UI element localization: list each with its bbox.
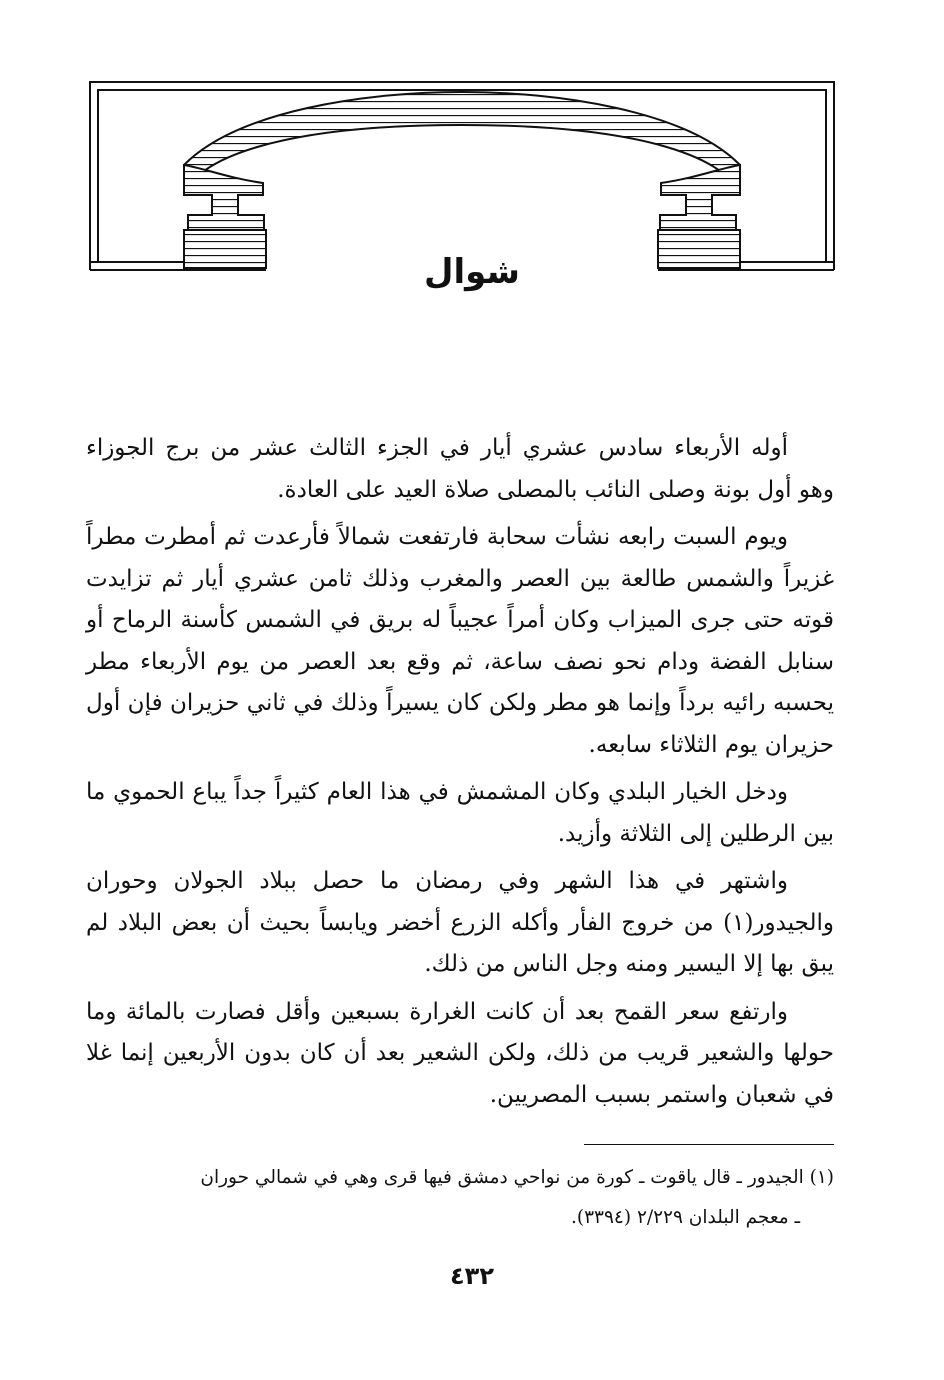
footnote <box>86 1158 834 1238</box>
paragraph: أوله الأربعاء سادس عشري أيار في الجزء الثالث عشر من برج الجوزاء وهو أول بونة وصلى النائب بالمصلى صلاة العيد على العادة. <box>86 435 834 503</box>
paragraph: ودخل الخيار البلدي وكان المشمش في هذا العام كثيراً جداً يباع الحموي ما بين الرطلين إلى الثلاثة وأزيد. <box>86 779 834 847</box>
footnote-separator <box>584 1144 834 1145</box>
paragraph: واشتهر في هذا الشهر وفي رمضان ما حصل ببلاد الجولان وحوران والجيدور(١) من خروج الفأر وأكله الزرع أخضر ويابساً بحيث أن بعض البلاد لم يبق بها إلا اليسير ومنه وجل الناس من ذلك. <box>86 868 834 977</box>
paragraph: ويوم السبت رابعه نشأت سحابة فارتفعت شمالاً فأرعدت ثم أمطرت مطراً غزيراً والشمس طالعة بين العصر والمغرب وذلك ثامن عشري أيار ثم تزايدت قوته حتى جرى الميزاب وكان أمراً عجيباً له بريق في الشمس كأسنة الرماح أو سنابل الفضة ودام نحو نصف ساعة، ثم وقع بعد العصر من يوم الأربعاء مطر يحسبه رائيه برداً وإنما هو مطر ولكن كان يسيراً وذلك في ثاني حزيران فإن أول حزيران يوم الثلاثاء سابعه. <box>86 524 834 758</box>
footnote-line: (١) الجيدور ـ قال ياقوت ـ كورة من نواحي دمشق فيها قرى وهي في شمالي حوران <box>200 1167 834 1188</box>
footnote-line: ـ معجم البلدان ٢/٢٢٩ (٣٣٩٤). <box>570 1207 800 1228</box>
paragraph: وارتفع سعر القمح بعد أن كانت الغرارة بسبعين وأقل فصارت بالمائة وما حولها والشعير قريب من ذلك، ولكن الشعير بعد أن كان بدون الأربعين إنما غلا في شعبان واستمر بسبب المصريين. <box>86 998 834 1108</box>
main-text <box>86 428 834 1122</box>
page-number: ٤٣٢ <box>450 1262 494 1290</box>
chapter-header-ornament <box>88 80 836 276</box>
chapter-title: شوال <box>424 252 520 292</box>
